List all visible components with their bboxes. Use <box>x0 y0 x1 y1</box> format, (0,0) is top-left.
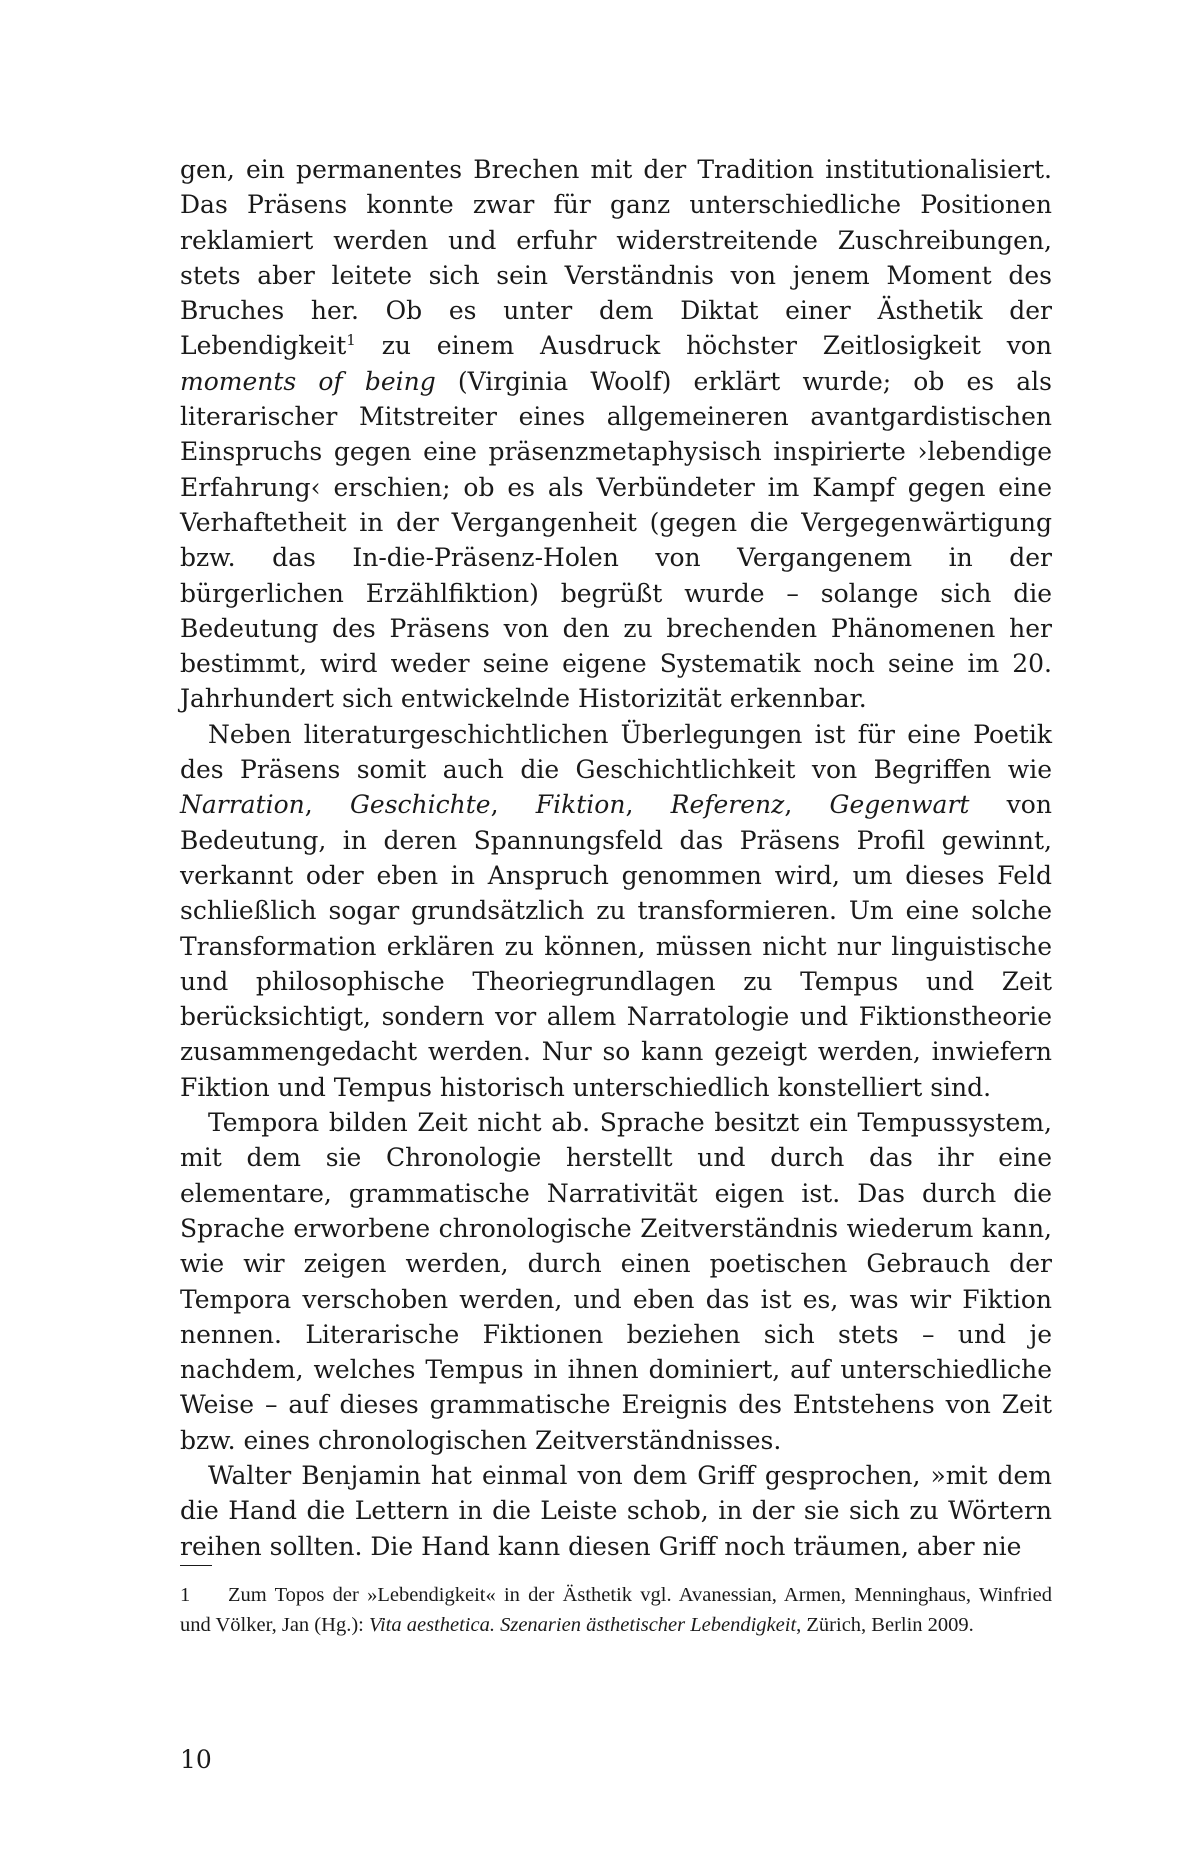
main-text <box>180 152 1052 1564</box>
italic-term: Referenz <box>670 790 785 820</box>
italic-term: Gegenwart <box>829 790 970 820</box>
paragraph-4: Walter Benjamin hat einmal von dem Griff gesprochen, »mit dem die Hand die Lettern in die Leiste schob, in der sie sich zu Wörtern reihen sollten. Die Hand kann diesen Griff noch träumen, aber nie <box>180 1460 1052 1561</box>
paragraph-1 <box>180 152 1052 717</box>
paragraph-text: von Bedeutung, in deren Spannungsfeld das Präsens Profil gewinnt, verkannt oder eben in Anspruch genommen wird, um dieses Feld schließlich sogar grundsätzlich zu transformieren. Um eine solche Transformation erklären zu können, müssen nicht nur linguistische und philosophische Theoriegrundlagen zu Tempus und Zeit berücksichtigt, sondern vor allem Narratologie und Fiktionstheorie zusammengedacht werden. Nur so kann gezeigt werden, inwiefern Fiktion und Tempus historisch unterschiedlich konstelliert sind. <box>180 790 1052 1102</box>
separator: , <box>490 790 536 820</box>
paragraph-text: zu einem Ausdruck höchster Zeitlosigkeit von <box>355 331 1052 361</box>
page-number: 10 <box>180 1745 212 1774</box>
paragraph-text: (Virginia Woolf) erklärt wurde; ob es als literarischer Mitstreiter eines allgemeineren avantgardistischen Einspruchs gegen eine präsenzmetaphysisch inspirierte ›lebendige Erfahrung‹ erschien; ob es als Verbündeter im Kampf gegen eine Verhaftetheit in der Vergangenheit (gegen die Vergegenwärtigung bzw. das In-die-Präsenz-Holen von Vergangenem in der bürgerlichen Erzählfiktion) begrüßt wurde – solange sich die Bedeutung des Präsens von den zu brechenden Phänomenen her bestimmt, wird weder seine eigene Systematik noch seine im 20. Jahrhundert sich entwickelnde Historizität erkennbar. <box>180 366 1052 714</box>
footnote-title: Vita aesthetica. Szenarien ästhetischer Lebendigkeit <box>368 1614 797 1636</box>
paragraph-3: Tempora bilden Zeit nicht ab. Sprache besitzt ein Tempussystem, mit dem sie Chronologie herstellt und durch das ihr eine elementare, grammatische Narrativität eigen ist. Das durch die Sprache erworbene chronologische Zeitverständnis wiederum kann, wie wir zeigen werden, durch einen poetischen Gebrauch der Tempora verschoben werden, und eben das ist es, was wir Fiktion nennen. Literarische Fiktionen beziehen sich stets – und je nachdem, welches Tempus in ihnen dominiert, auf unterschiedliche Weise – auf dieses grammatische Ereignis des Entstehens von Zeit bzw. eines chronologischen Zeitverständnisses. <box>180 1108 1052 1455</box>
footnote-text: , Zürich, Berlin 2009. <box>796 1614 974 1636</box>
paragraph-text: gen, ein permanentes Brechen mit der Tradition institutionalisiert. Das Präsens konnte zwar für ganz unterschiedliche Positionen reklamiert werden und erfuhr widerstreitende Zuschreibungen, stets aber leitete sich sein Verständnis von jenem Moment des Bruches her. Ob es unter dem Diktat einer Ästhetik der Lebendigkeit <box>180 155 1052 361</box>
separator: , <box>625 790 671 820</box>
separator: , <box>784 790 830 820</box>
italic-term: Narration <box>180 790 305 820</box>
italic-term: Fiktion <box>535 790 626 820</box>
footnote-reference[interactable]: 1 <box>346 331 356 350</box>
footnote-1 <box>180 1580 1052 1640</box>
footnote-divider <box>180 1565 212 1566</box>
italic-phrase: moments of being <box>180 366 436 396</box>
footnote-number: 1 <box>180 1584 191 1606</box>
paragraph-text: Neben literaturgeschichtlichen Überlegungen ist für eine Poetik des Präsens somit auch die Geschichtlichkeit von Begriffen wie <box>180 719 1052 785</box>
footnotes <box>180 1580 1052 1640</box>
paragraph-2 <box>180 717 1052 1105</box>
italic-term: Geschichte <box>349 790 491 820</box>
separator: , <box>304 790 350 820</box>
footnote-text: Zum Topos der »Lebendigkeit« in der Ästhetik vgl. Avanessian, Armen, Menninghaus, Winfried und Völker, Jan (Hg.): <box>180 1584 1052 1636</box>
